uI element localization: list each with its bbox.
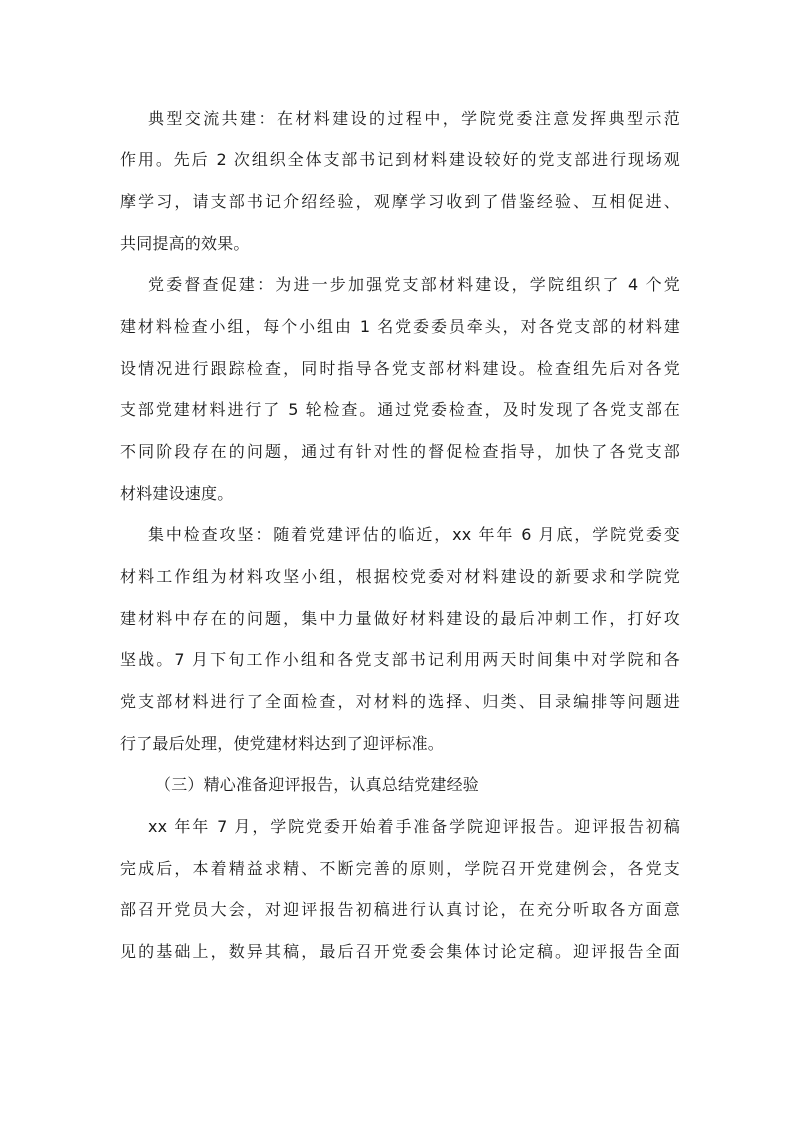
text-line: 行了最后处理，使党建材料达到了迎评标准。 xyxy=(120,734,445,753)
text-line: 材料工作组为材料攻坚小组，根据校党委对材料建设的新要求和学院党 xyxy=(120,567,680,586)
text-line: 集中检查攻坚：随着党建评估的临近，xx 年年 6 月底，学院党委变 xyxy=(148,525,680,544)
text-line: 建材料检查小组，每个小组由 1 名党委委员牵头，对各党支部的材料建 xyxy=(120,317,680,336)
text-line: 部召开党员大会，对迎评报告初稿进行认真讨论，在充分听取各方面意 xyxy=(120,900,680,919)
text-line: 共同提高的效果。 xyxy=(120,234,250,253)
text-line: 坚战。7 月下旬工作小组和各党支部书记利用两天时间集中对学院和各 xyxy=(120,650,680,669)
text-line: 支部党建材料进行了 5 轮检查。通过党委检查，及时发现了各党支部在 xyxy=(120,400,680,419)
text-line: 完成后，本着精益求精、不断完善的原则，学院召开党建例会，各党支 xyxy=(120,859,680,878)
text-line: 设情况进行跟踪检查，同时指导各党支部材料建设。检查组先后对各党 xyxy=(120,359,680,378)
text-line: 摩学习，请支部书记介绍经验，观摩学习收到了借鉴经验、互相促进、 xyxy=(120,192,680,211)
text-line: 不同阶段存在的问题，通过有针对性的督促检查指导，加快了各党支部 xyxy=(120,442,680,461)
text-line: 典型交流共建：在材料建设的过程中，学院党委注意发挥典型示范 xyxy=(148,109,680,128)
text-line: 建材料中存在的问题，集中力量做好材料建设的最后冲刺工作，打好攻 xyxy=(120,609,680,628)
text-line: 作用。先后 2 次组织全体支部书记到材料建设较好的党支部进行现场观 xyxy=(120,150,680,169)
text-line: xx 年年 7 月，学院党委开始着手准备学院迎评报告。迎评报告初稿 xyxy=(148,817,680,836)
text-line: 见的基础上，数异其稿，最后召开党委会集体讨论定稿。迎评报告全面 xyxy=(120,942,680,961)
text-line: 材料建设速度。 xyxy=(120,484,234,503)
section-heading: （三）精心准备迎评报告，认真总结党建经验 xyxy=(155,775,480,794)
text-line: 党委督查促建：为进一步加强党支部材料建设，学院组织了 4 个党 xyxy=(148,275,680,294)
text-line: 党支部材料进行了全面检查，对材料的选择、归类、目录编排等问题进 xyxy=(120,692,680,711)
